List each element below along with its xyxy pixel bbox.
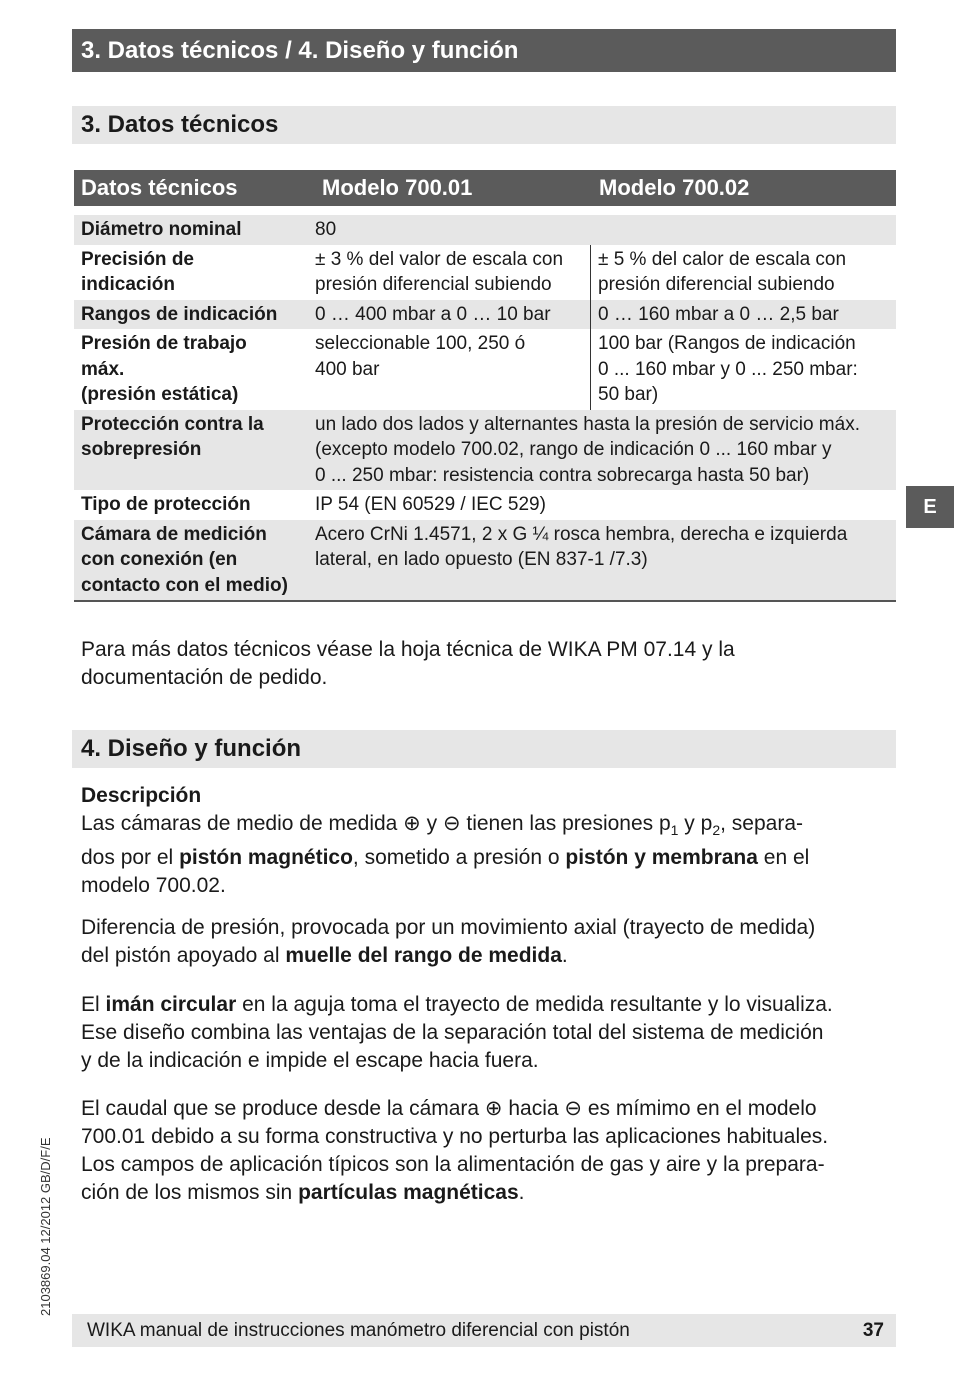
table-header-row	[74, 170, 896, 206]
row-value-model-1: seleccionable 100, 250 ó 400 bar	[315, 333, 526, 380]
row-value: Acero CrNi 1.4571, 2 x G ¼ rosca hembra, derecha e izquierda lateral, en lado opuesto (EN 837-1 /7.3)	[315, 523, 848, 570]
table-header-datos: Datos técnicos	[81, 175, 238, 200]
description-paragraph-1: Descripción Las cámaras de medio de medida ⊕ y ⊖ tienen las presiones $p_1$ y $p_2$, separa- dos por el pistón magnético, sometido a presión o pistón y membrana en el modelo 700.02.	[81, 784, 810, 898]
table-row	[74, 329, 896, 410]
section-4-title: 4. Diseño y función	[81, 735, 302, 762]
row-label: Cámara de medición con conexión (en contacto con el medio)	[81, 523, 288, 596]
page-footer	[72, 1314, 896, 1347]
page-header	[72, 29, 896, 72]
row-label: Presión de trabajo máx. (presión estática)	[81, 333, 247, 405]
document-code: 2103869.04 12/2012 GB/D/F/E	[38, 1137, 53, 1316]
section-3-heading	[72, 106, 896, 144]
table-header-model-2: Modelo 700.02	[599, 175, 750, 200]
row-value-model-2: 100 bar (Rangos de indicación 0 ... 160 mbar y 0 ... 250 mbar: 50 bar)	[590, 329, 896, 410]
description-paragraph-4: El caudal que se produce desde la cámara ⊕ hacia ⊖ es mímimo en el modelo 700.01 debido a su forma constructiva y no perturba las aplicaciones habituales. Los campos de aplicación típicos son la alimentación de gas y aire y la prepara- ción de los mismos sin partículas magnéticas.	[81, 1097, 829, 1204]
section-3-title: 3. Datos técnicos	[81, 111, 279, 138]
description-paragraph-3: El imán circular en la aguja toma el trayecto de medida resultante y lo visualiza. Ese diseño combina las ventajas de la separación total del sistema de medición y de la indicación e impide el escape hacia fuera.	[81, 993, 833, 1072]
table-row	[74, 410, 896, 491]
row-label: Diámetro nominal	[81, 219, 242, 240]
description-subhead: Descripción	[81, 784, 202, 807]
more-info-paragraph: Para más datos técnicos véase la hoja técnica de WIKA PM 07.14 y la documentación de pedido.	[81, 638, 735, 689]
row-value: IP 54 (EN 60529 / IEC 529)	[315, 494, 546, 515]
description-paragraph-2: Diferencia de presión, provocada por un movimiento axial (trayecto de medida) del pistón apoyado al muelle del rango de medida.	[81, 916, 816, 967]
table-row	[74, 520, 896, 601]
page-header-title: 3. Datos técnicos / 4. Diseño y función	[81, 37, 519, 64]
row-value-model-1: 0 … 400 mbar a 0 … 10 bar	[315, 303, 551, 325]
row-value-model-1: ± 3 % del valor de escala con presión diferencial subiendo	[315, 248, 564, 295]
section-4-heading	[72, 730, 896, 768]
row-value-model-2: 0 … 160 mbar a 0 … 2,5 bar	[590, 300, 896, 330]
technical-data-table	[74, 170, 896, 602]
row-value: un lado dos lados y alternantes hasta la presión de servicio máx. (excepto modelo 700.02, rango de indicación 0 ... 160 mbar y 0 ... 250 mbar: resistencia contra sobrecarga hasta 50 bar)	[315, 413, 860, 486]
row-value-model-2: ± 5 % del calor de escala con presión diferencial subiendo	[590, 245, 896, 300]
language-tab-e: E	[906, 486, 954, 528]
table-row	[74, 300, 896, 330]
table-row	[74, 245, 896, 300]
footer-text: WIKA manual de instrucciones manómetro diferencial con pistón	[87, 1320, 630, 1341]
row-label: Rangos de indicación	[81, 303, 278, 325]
row-label: Protección contra la sobrepresión	[81, 413, 264, 460]
table-header-model-1: Modelo 700.01	[322, 175, 473, 200]
row-label: Precisión de indicación	[81, 248, 194, 295]
row-value: 80	[315, 219, 337, 240]
table-row	[74, 215, 896, 245]
table-row	[74, 490, 896, 520]
row-label: Tipo de protección	[81, 494, 251, 515]
page-number: 37	[862, 1320, 884, 1341]
table-body	[74, 215, 896, 602]
